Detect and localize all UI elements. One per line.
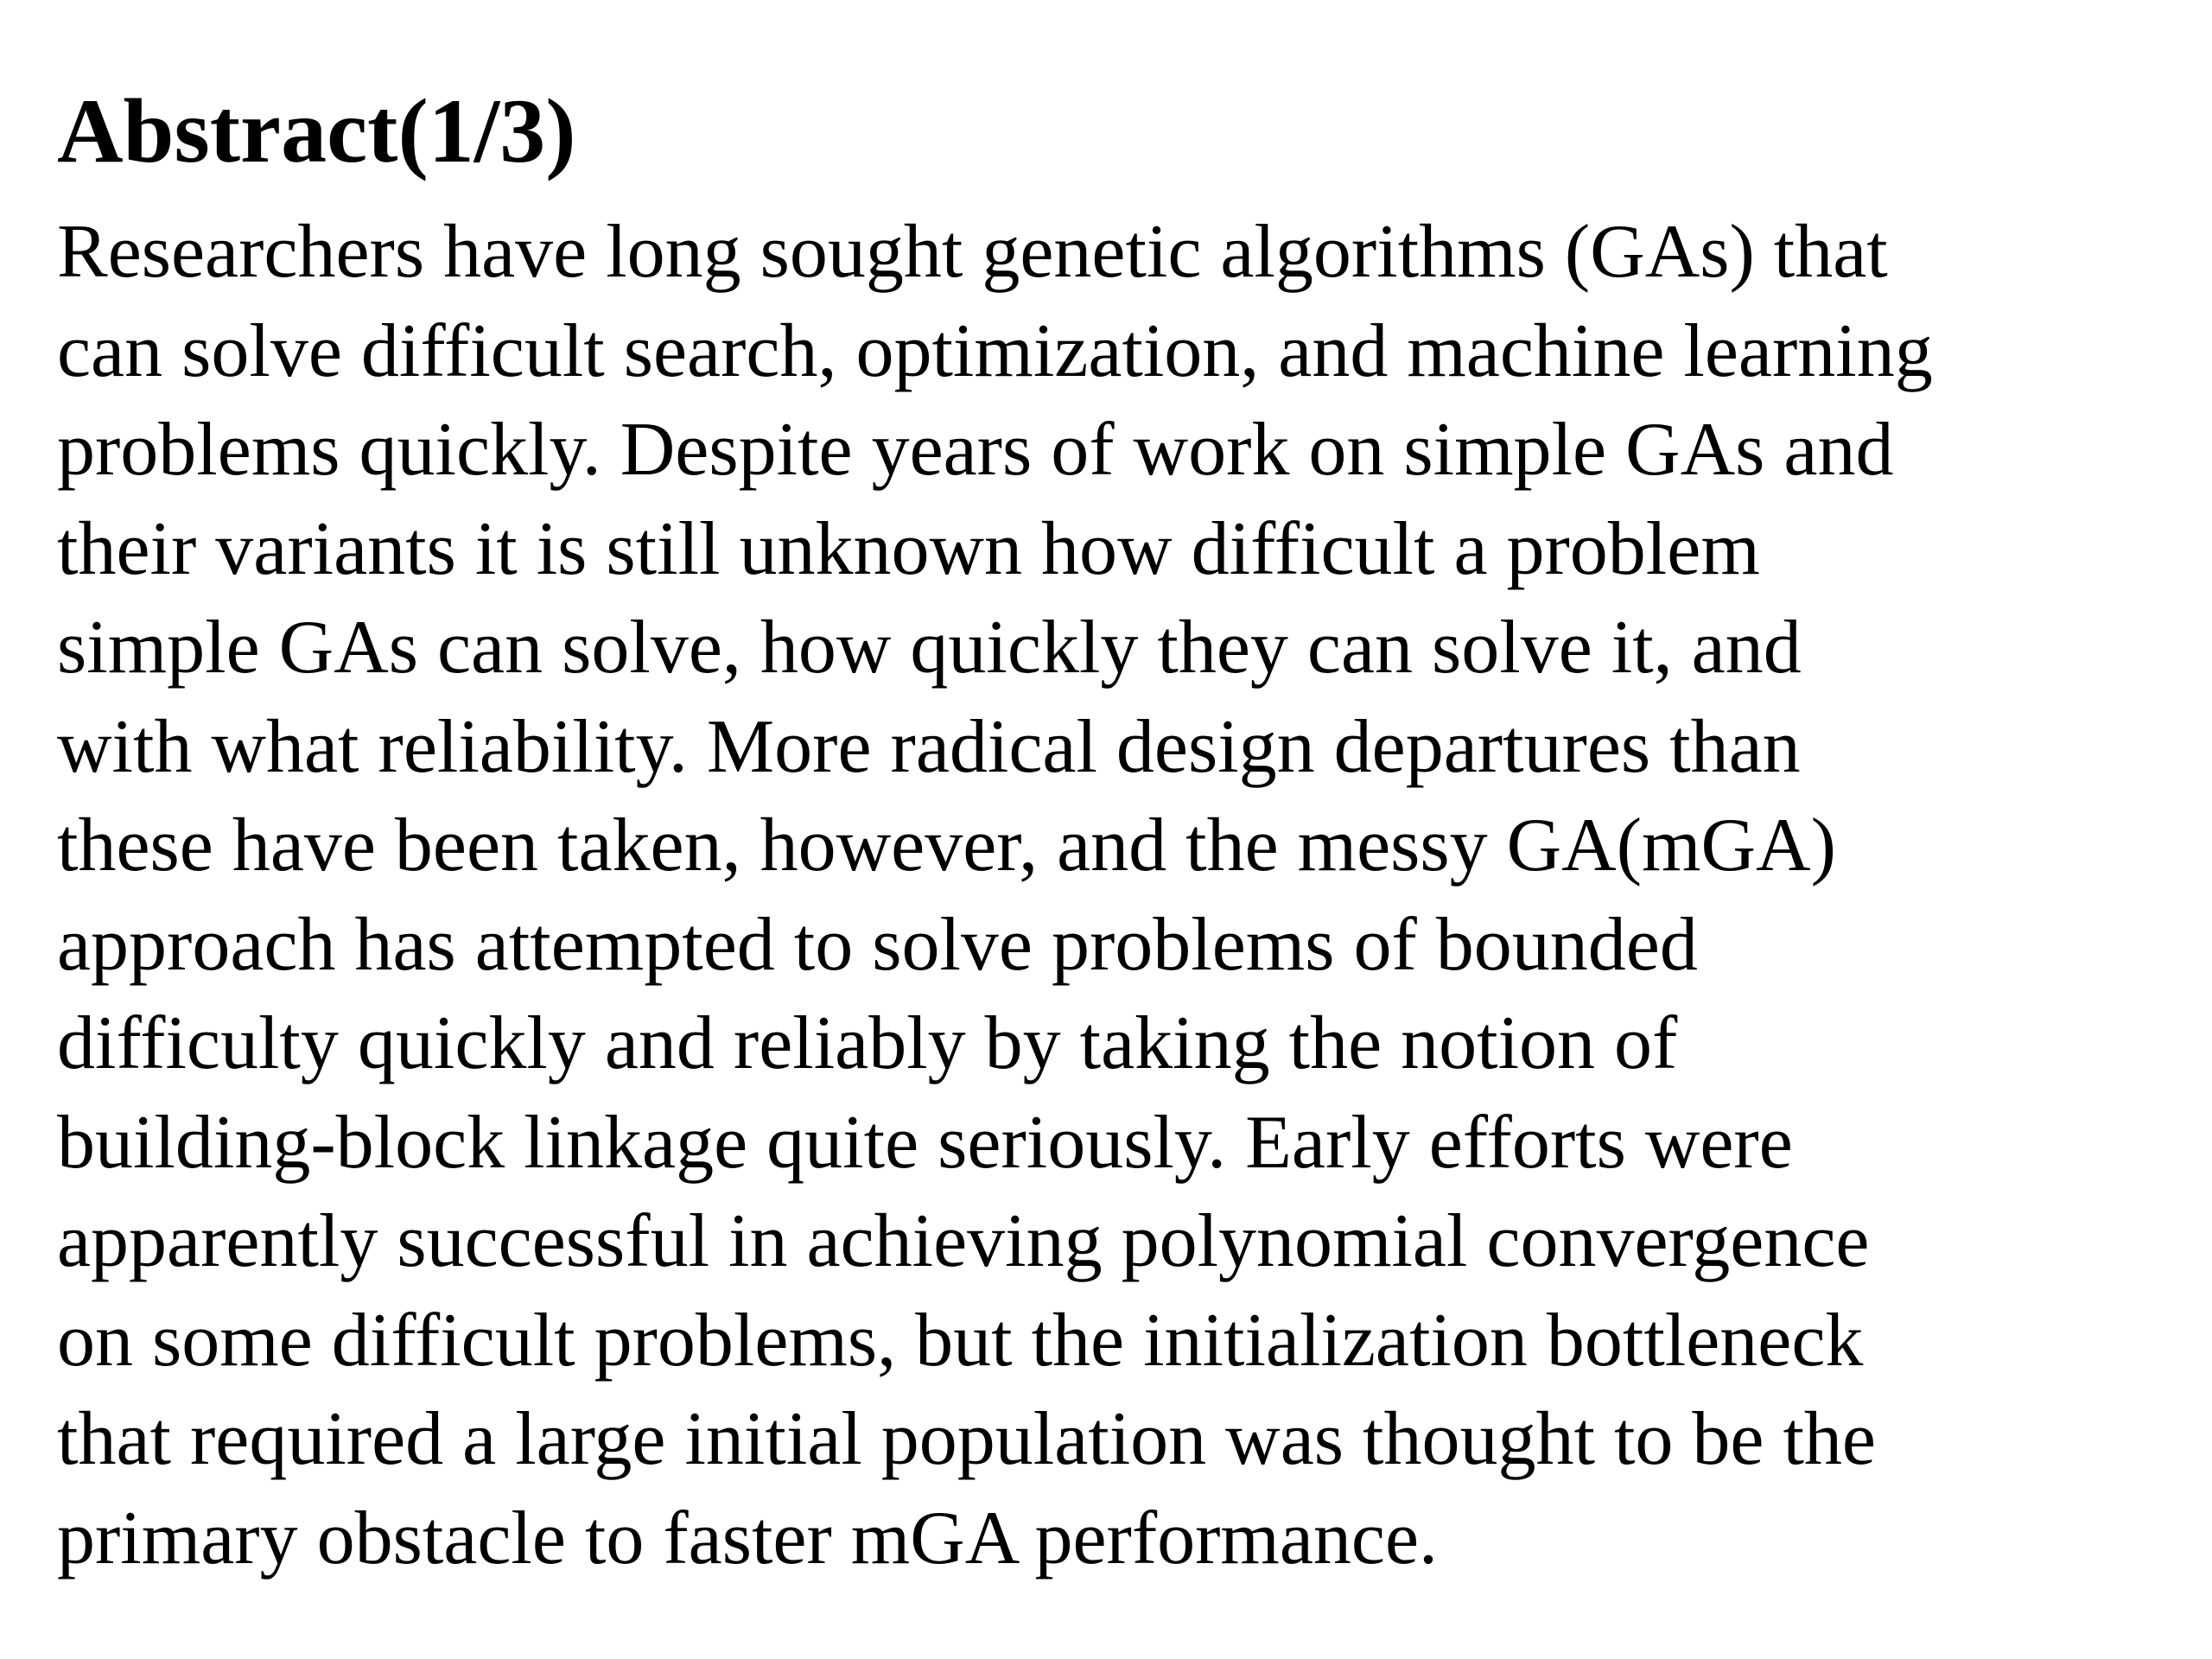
abstract-line: can solve difficult search, optimization, and machine learning <box>57 308 1933 393</box>
abstract-line: Researchers have long sought genetic algorithms (GAs) that <box>57 210 1888 294</box>
abstract-line: with what reliability. More radical design departures than <box>57 704 1801 789</box>
abstract-line: on some difficult problems, but the initialization bottleneck <box>57 1298 1864 1382</box>
abstract-line: their variants it is still unknown how difficult a problem <box>57 506 1760 591</box>
slide-title: Abstract(1/3) <box>57 80 576 181</box>
abstract-line: simple GAs can solve, how quickly they can solve it, and <box>57 606 1802 690</box>
abstract-line: apparently successful in achieving polynomial convergence <box>57 1199 1870 1283</box>
abstract-line: building-block linkage quite seriously. Early efforts were <box>57 1100 1793 1185</box>
abstract-line: approach has attempted to solve problems of bounded <box>57 902 1698 987</box>
abstract-text <box>57 203 2200 1588</box>
abstract-line: that required a large initial population was thought to be the <box>57 1397 1876 1481</box>
abstract-line: difficulty quickly and reliably by taking the notion of <box>57 1001 1678 1085</box>
abstract-line: these have been taken, however, and the messy GA(mGA) <box>57 804 1836 887</box>
abstract-line: primary obstacle to faster mGA performance. <box>57 1496 1439 1580</box>
abstract-line: problems quickly. Despite years of work on simple GAs and <box>57 408 1894 492</box>
